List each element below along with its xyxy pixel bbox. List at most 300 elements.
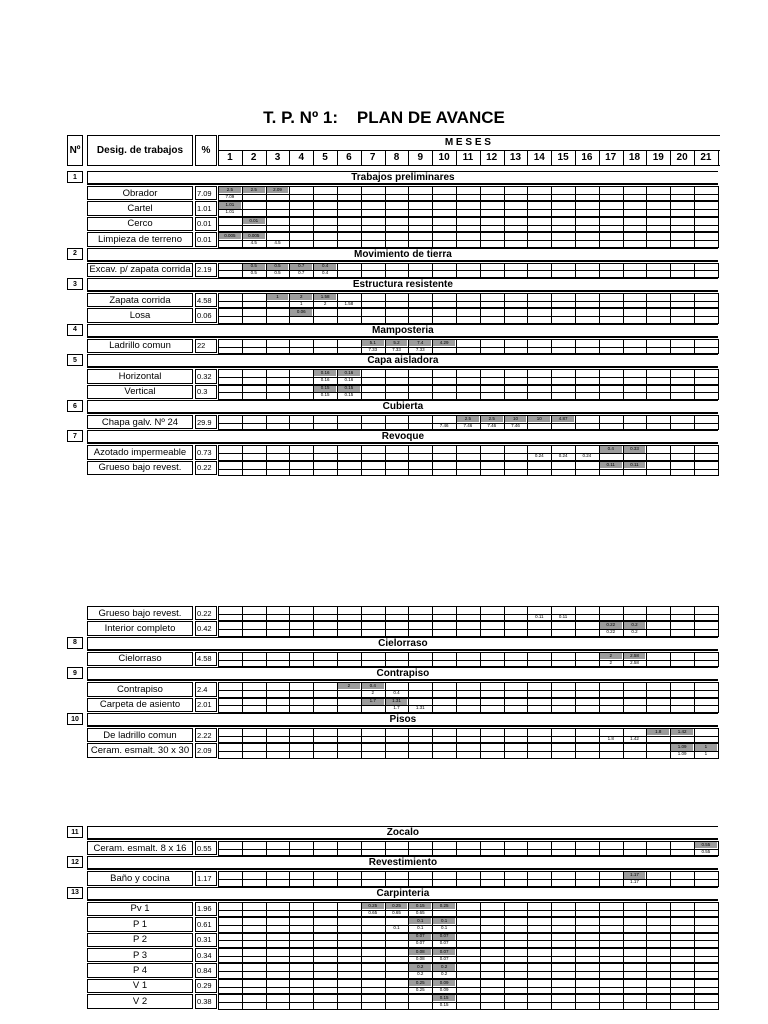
grid-line (408, 385, 409, 400)
grid-line (575, 263, 576, 278)
planned-bar: 0.25 (433, 903, 455, 909)
grid-line (718, 150, 719, 166)
grid-line (313, 308, 314, 323)
grid-line (527, 308, 528, 323)
meses-header: M E S E S (444, 137, 491, 148)
grid-line (266, 369, 267, 384)
section-title: Estructura resistente (87, 278, 718, 291)
grid-line (504, 933, 505, 948)
planned-bar: 1 (695, 744, 717, 750)
section-title: Contrapiso (87, 667, 718, 680)
grid-line (218, 1009, 718, 1010)
grid-line (504, 186, 505, 201)
grid-line (87, 900, 718, 901)
grid-line (289, 339, 290, 354)
grid-line (385, 841, 386, 856)
grid-line (504, 948, 505, 963)
grid-line (527, 979, 528, 994)
task-name: Ladrillo comun (87, 339, 193, 353)
grid-line (313, 933, 314, 948)
grid-line (718, 933, 719, 948)
planned-bar: 0.15 (314, 386, 336, 392)
grid-line (480, 461, 481, 476)
grid-line (289, 652, 290, 667)
grid-line (694, 933, 695, 948)
grid-line (361, 606, 362, 621)
grid-line (480, 339, 481, 354)
grid-line (646, 948, 647, 963)
grid-line (718, 979, 719, 994)
actual-value: 7.46 (439, 423, 449, 428)
grid-line (289, 445, 290, 460)
grid-line (575, 461, 576, 476)
task-name: Losa (87, 308, 193, 322)
task-percent: 7.09 (195, 186, 217, 200)
grid-line (218, 994, 219, 1009)
grid-line (504, 445, 505, 460)
grid-line (504, 963, 505, 978)
grid-line (432, 186, 433, 201)
grid-line (385, 293, 386, 308)
grid-line (456, 917, 457, 932)
grid-line (385, 186, 386, 201)
grid-line (646, 871, 647, 886)
grid-line (313, 621, 314, 636)
grid-line (385, 621, 386, 636)
grid-line (218, 293, 219, 308)
grid-line (408, 743, 409, 758)
grid-line (599, 263, 600, 278)
grid-line (551, 201, 552, 216)
actual-value: 0.24 (558, 453, 568, 459)
grid-line (599, 979, 600, 994)
grid-line (527, 232, 528, 247)
grid-line (646, 994, 647, 1009)
grid-line (337, 979, 338, 994)
actual-value: 7.09 (225, 194, 235, 199)
grid-line (456, 902, 457, 917)
grid-line (266, 339, 267, 354)
grid-line (313, 415, 314, 430)
grid-line (694, 385, 695, 400)
grid-line (480, 994, 481, 1009)
planned-bar: 2.5 (219, 187, 241, 193)
grid-line (480, 871, 481, 886)
grid-line (218, 963, 718, 964)
actual-value: 0.5 (250, 270, 257, 276)
grid-line (646, 461, 647, 476)
grid-line (337, 201, 338, 216)
grid-line (87, 839, 718, 840)
grid-line (670, 385, 671, 400)
section-title: Cubierta (87, 400, 718, 413)
grid-line (337, 902, 338, 917)
grid-line (694, 445, 695, 460)
section-number: 4 (67, 324, 83, 336)
grid-line (385, 743, 386, 758)
section-title: Trabajos preliminares (87, 171, 718, 184)
grid-line (408, 621, 409, 636)
grid-line (218, 758, 718, 759)
grid-line (218, 1002, 718, 1003)
grid-line (646, 933, 647, 948)
grid-line (218, 940, 718, 941)
grid-line (646, 917, 647, 932)
grid-line (623, 743, 624, 758)
task-name: P 3 (87, 948, 193, 962)
grid-line (480, 841, 481, 856)
grid-line (408, 369, 409, 384)
grid-line (646, 621, 647, 636)
grid-line (551, 461, 552, 476)
grid-line (575, 979, 576, 994)
grid-line (432, 445, 433, 460)
grid-line (599, 293, 600, 308)
grid-line (218, 225, 718, 226)
grid-line (313, 201, 314, 216)
grid-line (289, 994, 290, 1009)
grid-line (337, 698, 338, 713)
grid-line (432, 232, 433, 247)
task-percent: 4.58 (195, 293, 217, 307)
planned-bar: 5.2 (386, 340, 408, 346)
section-number: 3 (67, 278, 83, 290)
grid-line (361, 841, 362, 856)
section-number: 13 (67, 887, 83, 899)
planned-bar: 2 (290, 294, 312, 300)
planned-bar: 2.58 (624, 653, 646, 659)
planned-bar: 0.16 (314, 370, 336, 376)
grid-line (551, 963, 552, 978)
grid-line (480, 201, 481, 216)
grid-line (361, 461, 362, 476)
grid-line (337, 415, 338, 430)
grid-line (456, 979, 457, 994)
section-title: Cielorraso (87, 637, 718, 650)
grid-line (289, 217, 290, 232)
grid-line (694, 917, 695, 932)
grid-line (599, 902, 600, 917)
grid-line (670, 933, 671, 948)
grid-line (218, 652, 219, 667)
grid-line (218, 186, 718, 187)
grid-line (266, 963, 267, 978)
grid-line (575, 902, 576, 917)
section-title: Revestimiento (87, 856, 718, 869)
grid-line (718, 963, 719, 978)
grid-line (551, 871, 552, 886)
grid-line (670, 979, 671, 994)
grid-line (599, 369, 600, 384)
task-name: Limpieza de terreno (87, 232, 193, 246)
grid-line (504, 743, 505, 758)
section-number: 9 (67, 667, 83, 679)
grid-line (266, 652, 267, 667)
grid-line (575, 682, 576, 697)
grid-line (646, 415, 647, 430)
grid-line (218, 347, 718, 348)
grid-line (218, 461, 219, 476)
planned-bar: 0.005 (243, 233, 265, 239)
grid-line (385, 385, 386, 400)
grid-line (361, 308, 362, 323)
grid-line (694, 606, 695, 621)
grid-line (646, 369, 647, 384)
grid-line (718, 698, 719, 713)
actual-value: 1.01 (225, 209, 235, 215)
grid-line (385, 994, 386, 1009)
planned-bar: 0.07 (433, 949, 455, 955)
grid-line (456, 606, 457, 621)
grid-line (242, 652, 243, 667)
grid-line (670, 698, 671, 713)
grid-line (218, 682, 718, 683)
grid-line (670, 217, 671, 232)
task-name: Cartel (87, 201, 193, 215)
grid-line (551, 743, 552, 758)
task-percent: 0.32 (195, 369, 217, 383)
planned-bar: 0.5 (243, 264, 265, 270)
grid-line (480, 682, 481, 697)
grid-line (242, 621, 243, 636)
grid-line (718, 232, 719, 247)
grid-line (575, 917, 576, 932)
grid-line (242, 979, 243, 994)
grid-line (527, 369, 528, 384)
task-name: Cielorraso (87, 652, 193, 666)
grid-line (218, 933, 219, 948)
section-title: Capa aisladora (87, 354, 718, 367)
grid-line (527, 871, 528, 886)
month-header-13: 13 (509, 152, 522, 163)
section-title: Mamposteria (87, 324, 718, 337)
grid-line (385, 232, 386, 247)
task-percent: 0.55 (195, 841, 217, 855)
grid-line (599, 841, 600, 856)
grid-line (408, 871, 409, 886)
actual-value: 7.33 (415, 347, 425, 352)
planned-bar: 1.58 (314, 294, 336, 300)
grid-line (670, 415, 671, 430)
grid-line (623, 339, 624, 354)
grid-line (718, 728, 719, 743)
grid-line (218, 917, 718, 918)
grid-line (694, 293, 695, 308)
grid-line (694, 728, 695, 743)
grid-line (432, 217, 433, 232)
grid-line (646, 385, 647, 400)
grid-line (266, 682, 267, 697)
grid-line (623, 385, 624, 400)
grid-line (504, 698, 505, 713)
grid-line (289, 369, 290, 384)
grid-line (718, 621, 719, 636)
month-header-21: 21 (700, 152, 712, 163)
grid-line (694, 871, 695, 886)
section-title: Revoque (87, 430, 718, 443)
planned-bar: 0.4 (362, 683, 384, 689)
grid-line (408, 461, 409, 476)
planned-bar: 4.29 (433, 340, 455, 346)
grid-line (551, 621, 552, 636)
grid-line (313, 186, 314, 201)
grid-line (218, 614, 718, 615)
grid-line (551, 308, 552, 323)
grid-line (623, 682, 624, 697)
grid-line (266, 606, 267, 621)
grid-line (242, 461, 243, 476)
grid-line (361, 369, 362, 384)
task-name: Chapa galv. Nº 24 (87, 415, 193, 429)
grid-line (337, 308, 338, 323)
grid-line (408, 682, 409, 697)
month-header-20: 20 (676, 152, 688, 163)
task-percent: 0.73 (195, 445, 217, 459)
actual-value: 0.22 (606, 629, 616, 635)
grid-line (218, 201, 718, 202)
planned-bar: 0.08 (409, 949, 431, 955)
task-name: Interior completo (87, 621, 193, 635)
grid-line (218, 994, 718, 995)
grid-line (385, 445, 386, 460)
actual-value: 7.46 (511, 423, 520, 428)
grid-line (527, 621, 528, 636)
grid-line (313, 728, 314, 743)
grid-line (218, 948, 219, 963)
actual-value: 4.5 (250, 240, 257, 245)
grid-line (432, 308, 433, 323)
grid-line (623, 902, 624, 917)
grid-line (432, 385, 433, 400)
month-header-12: 12 (486, 152, 498, 163)
grid-line (313, 979, 314, 994)
grid-line (432, 621, 433, 636)
grid-line (480, 369, 481, 384)
grid-line (456, 217, 457, 232)
grid-line (289, 933, 290, 948)
task-name: Azotado impermeable (87, 445, 193, 459)
grid-line (361, 232, 362, 247)
grid-line (361, 293, 362, 308)
task-name: De ladrillo comun (87, 728, 193, 742)
planned-bar: 0.7 (290, 264, 312, 270)
grid-line (313, 232, 314, 247)
grid-line (313, 871, 314, 886)
task-name: P 1 (87, 917, 193, 931)
grid-line (289, 682, 290, 697)
grid-line (337, 871, 338, 886)
grid-line (337, 728, 338, 743)
grid-line (551, 902, 552, 917)
grid-line (480, 385, 481, 400)
grid-line (670, 445, 671, 460)
planned-bar: 0.25 (386, 903, 408, 909)
grid-line (551, 232, 552, 247)
grid-line (527, 339, 528, 354)
grid-line (408, 445, 409, 460)
actual-value: 0.15 (320, 392, 330, 398)
grid-line (575, 201, 576, 216)
grid-line (242, 917, 243, 932)
grid-line (623, 841, 624, 856)
grid-line (337, 621, 338, 636)
actual-value: 0.7 (298, 270, 305, 276)
grid-line (575, 385, 576, 400)
grid-line (575, 948, 576, 963)
grid-line (87, 680, 718, 681)
grid-line (718, 917, 719, 932)
grid-line (670, 293, 671, 308)
grid-line (551, 917, 552, 932)
grid-line (718, 902, 719, 917)
month-header-19: 19 (652, 152, 664, 163)
grid-line (361, 263, 362, 278)
task-percent: 2.19 (195, 263, 217, 277)
grid-line (623, 994, 624, 1009)
actual-value: 0.15 (344, 392, 354, 398)
grid-line (218, 743, 718, 744)
grid-line (87, 726, 718, 727)
grid-line (432, 841, 433, 856)
grid-line (694, 308, 695, 323)
actual-value: 1.31 (415, 705, 425, 711)
grid-line (575, 339, 576, 354)
grid-line (527, 385, 528, 400)
grid-line (551, 385, 552, 400)
grid-line (432, 652, 433, 667)
grid-line (313, 652, 314, 667)
grid-line (242, 902, 243, 917)
grid-line (266, 415, 267, 430)
grid-line (694, 232, 695, 247)
grid-line (361, 948, 362, 963)
grid-line (456, 933, 457, 948)
planned-bar: 10 (505, 416, 527, 422)
grid-line (432, 461, 433, 476)
grid-line (480, 445, 481, 460)
grid-line (456, 963, 457, 978)
task-percent: 2.01 (195, 698, 217, 712)
section-number: 7 (67, 430, 83, 442)
actual-value: 0.24 (534, 453, 544, 459)
grid-line (456, 728, 457, 743)
planned-bar: 2.5 (243, 187, 265, 193)
grid-line (670, 871, 671, 886)
grid-line (313, 461, 314, 476)
grid-line (385, 979, 386, 994)
grid-line (289, 201, 290, 216)
grid-line (456, 263, 457, 278)
grid-line (385, 217, 386, 232)
grid-line (337, 263, 338, 278)
grid-line (385, 461, 386, 476)
planned-bar: 0.25 (362, 903, 384, 909)
grid-line (504, 682, 505, 697)
grid-line (337, 339, 338, 354)
grid-line (480, 293, 481, 308)
grid-line (337, 232, 338, 247)
planned-bar: 0.11 (624, 462, 646, 468)
grid-line (575, 743, 576, 758)
grid-line (432, 293, 433, 308)
grid-line (361, 621, 362, 636)
grid-line (456, 445, 457, 460)
month-header-8: 8 (393, 152, 400, 163)
grid-line (385, 308, 386, 323)
grid-line (670, 461, 671, 476)
section-title: Pisos (87, 713, 718, 726)
grid-line (599, 917, 600, 932)
